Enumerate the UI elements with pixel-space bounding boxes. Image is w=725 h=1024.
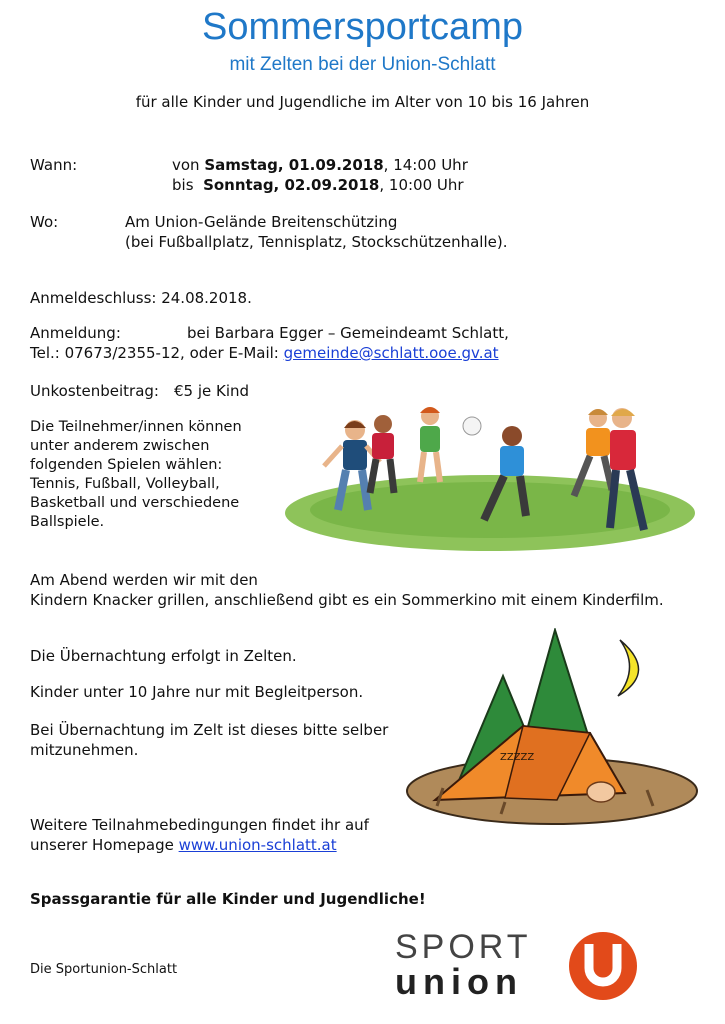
kids-playing-illustration [280,398,700,558]
registration-label: Anmeldung: [30,324,121,342]
wann-line-2 [172,175,464,195]
moon [618,640,639,696]
wann-line1-day: Samstag, 01.09.2018 [204,156,384,174]
evening-line-1: Am Abend werden wir mit den [30,571,258,589]
feet [587,782,615,802]
wann-label: Wann: [30,156,78,174]
logo-sport: SPORT [395,928,532,966]
union-u-icon [567,930,639,1002]
sportunion-logo [395,930,555,1000]
evening-line-2: Kindern Knacker grillen, anschließend gibt es ein Sommerkino mit einem Kinderfilm. [30,591,664,609]
overnight-line-1: Die Übernachtung erfolgt in Zelten. [30,647,297,665]
wann-line2-day: Sonntag, 02.09.2018 [203,176,380,194]
zzz-text: ZZZZZ [500,752,535,763]
wann-line1-time: , 14:00 Uhr [383,156,468,174]
wann-line2-time: , 10:00 Uhr [379,176,464,194]
cost-label: Unkostenbeitrag: [30,382,159,400]
registration-phone: Tel.: 07673/2355-12, oder E-Mail: [30,344,279,362]
overnight-line-3: Bei Übernachtung im Zelt ist dieses bitte selber [30,721,389,739]
wo-line-2: (bei Fußballplatz, Tennisplatz, Stockschützenhalle). [125,233,508,251]
games-line-4: Tennis, Fußball, Volleyball, [30,476,220,492]
page-title: Sommersportcamp [202,6,523,48]
logo-union: union [395,961,523,1002]
intro-text: für alle Kinder und Jugendliche im Alter von 10 bis 16 Jahren [135,93,590,111]
ball [463,417,481,435]
overnight-line-4: mitzunehmen. [30,741,139,759]
guarantee-text: Spassgarantie für alle Kinder und Jugendliche! [30,890,426,908]
overnight-line-2: Kinder unter 10 Jahre nur mit Begleitperson. [30,683,364,701]
kid-green-shirt [420,407,440,482]
homepage-link[interactable]: www.union-schlatt.at [178,836,337,854]
email-link[interactable]: gemeinde@schlatt.ooe.gv.at [283,344,499,362]
games-line-1: Die Teilnehmer/innen können [30,419,242,435]
more-prefix: unserer Homepage [30,836,174,854]
wann-line-1 [172,155,468,175]
page-subtitle: mit Zelten bei der Union-Schlatt [229,54,496,75]
games-line-3: folgenden Spielen wählen: [30,457,223,473]
registration-contact: bei Barbara Egger – Gemeindeamt Schlatt, [187,324,509,342]
deadline-text: Anmeldeschluss: 24.08.2018. [30,289,252,307]
games-line-5: Basketball und verschiedene [30,495,240,511]
registration-phone-line [30,343,499,363]
cost-value: €5 je Kind [174,382,250,400]
wann-line1-prefix: von [172,156,200,174]
more-line-1: Weitere Teilnahmebedingungen findet ihr auf [30,816,369,834]
wo-label: Wo: [30,213,59,231]
games-line-6: Ballspiele. [30,514,105,530]
tent-illustration [405,628,700,828]
games-line-2: unter anderem zwischen [30,438,210,454]
more-line-2 [30,835,337,855]
wo-line-1: Am Union-Gelände Breitenschützing [125,213,398,231]
wann-line2-prefix: bis [172,176,194,194]
signature-text: Die Sportunion-Schlatt [30,962,178,977]
